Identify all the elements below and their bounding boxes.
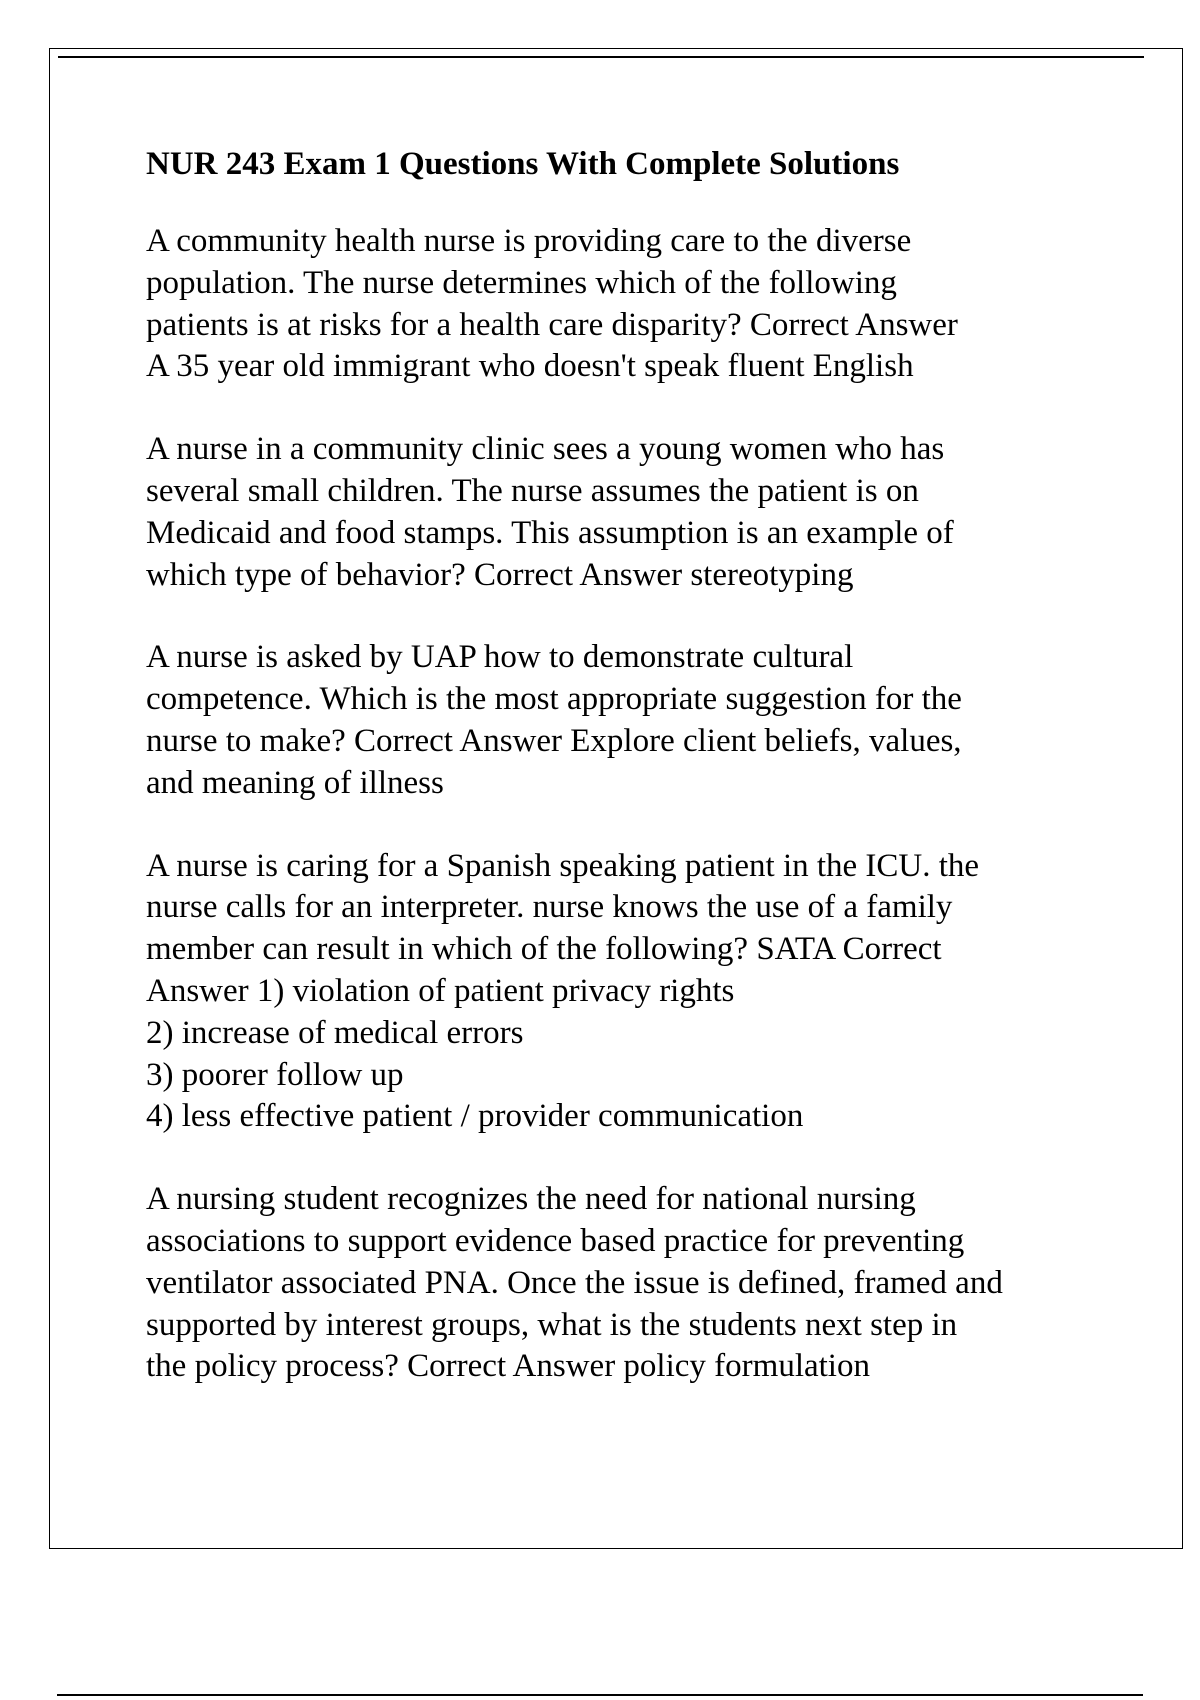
question-answer-2: A nurse in a community clinic sees a young women who has several small children. The nurse assumes the patient is on Medicaid and food stamps. This assumption is an example of which type of behavior? Correct Answer stereotyping [146,431,954,593]
footer-rule [57,1694,1143,1696]
question-answer-3: A nurse is asked by UAP how to demonstrate cultural competence. Which is the most appropriate suggestion for the nurse to make? Correct Answer Explore client beliefs, values, and meaning of illness [146,639,962,801]
header-rule [58,56,1144,58]
question-answer-5: A nursing student recognizes the need for national nursing associations to support evidence based practice for preventing ventilator associated PNA. Once the issue is defined, framed and supported by interest groups, what is the students next step in the policy process? Correct Answer policy formulation [146,1181,1003,1385]
document-title: NUR 243 Exam 1 Questions With Complete Solutions [146,146,900,182]
question-answer-4: A nurse is caring for a Spanish speaking patient in the ICU. the nurse calls for an interpreter. nurse knows the use of a family member can result in which of the following? SATA Correct Answer 1) violation of patient privacy rights 2) increase of medical errors 3) poorer follow up 4) less effective patient / provider communication [146,847,980,1135]
question-answer-1: A community health nurse is providing care to the diverse population. The nurse determines which of the following patients is at risks for a health care disparity? Correct Answer A 35 year old immigrant who doesn't speak fluent English [146,223,958,385]
document-body [146,143,1106,1429]
